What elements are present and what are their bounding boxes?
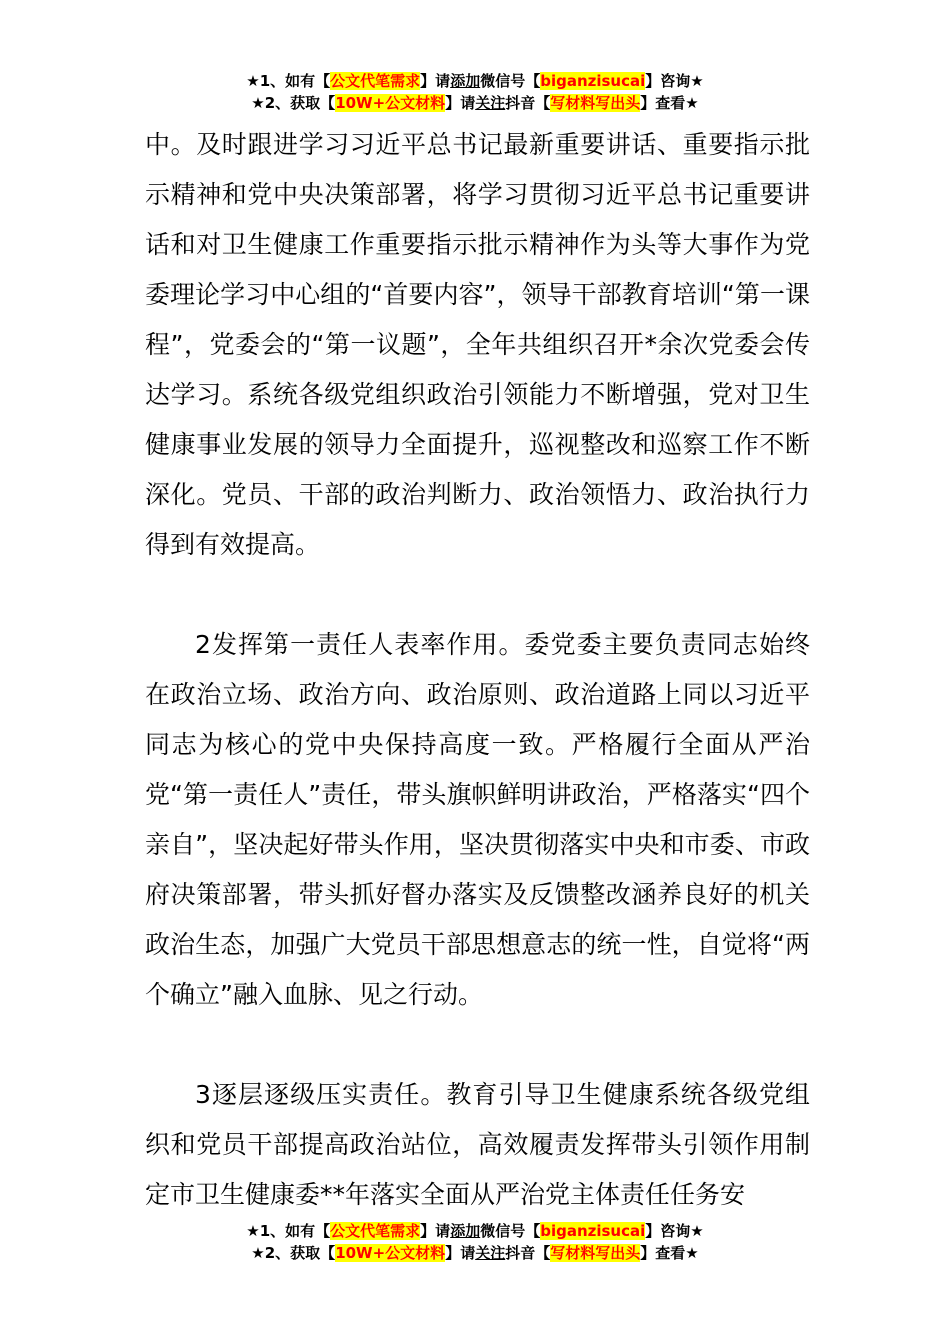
footer-line1-end: 】咨询★ — [645, 1222, 704, 1240]
footer-line1-mid: 】请 — [420, 1222, 451, 1240]
header-line2-underline: 关注 — [475, 94, 506, 112]
paragraph-2: 2发挥第一责任人表率作用。委党委主要负责同志始终在政治立场、政治方向、政治原则、政治道路上同以习近平同志为核心的党中央保持高度一致。严格履行全面从严治党“第一责任人”责任，带头旗帜鲜明讲政治，严格落实“四个亲自”，坚决起好带头作用，坚决贯彻落实中央和市委、市政府决策部署，带头抓好督办落实及反馈整改涵养良好的机关政治生态，加强广大党员干部思想意志的统一性，自觉将“两个确立”融入血脉、见之行动。 — [145, 630, 810, 1009]
footer-line1-mid2: 微信号【 — [480, 1222, 541, 1240]
header-line1-mid2: 微信号【 — [480, 72, 541, 90]
header-line1-highlight-wechat: biganzisucai — [540, 72, 646, 90]
header-line2-end: 】查看★ — [640, 94, 699, 112]
header-line1-mid: 】请 — [420, 72, 451, 90]
paragraph-3: 3逐层逐级压实责任。教育引导卫生健康系统各级党组织和党员干部提高政治站位，高效履责发挥带头引领作用制定市卫生健康委**年落实全面从严治党主体责任任务安 — [145, 1080, 810, 1209]
paragraph-1: 中。及时跟进学习习近平总书记最新重要讲话、重要指示批示精神和党中央决策部署，将学习贯彻习近平总书记重要讲话和对卫生健康工作重要指示批示精神作为头等大事作为党委理论学习中心组的“首要内容”，领导干部教育培训“第一课程”，党委会的“第一议题”，全年共组织召开*余次党委会传达学习。系统各级党组织政治引领能力不断增强，党对卫生健康事业发展的领导力全面提升，巡视整改和巡察工作不断深化。党员、干部的政治判断力、政治领悟力、政治执行力得到有效提高。 — [145, 130, 810, 559]
header-line1-end: 】咨询★ — [645, 72, 704, 90]
header-line2-highlight-materials: 10W+公文材料 — [335, 94, 446, 112]
header-line2-mid2: 抖音【 — [505, 94, 551, 112]
page-header-banner — [0, 70, 950, 114]
paragraph-gap — [145, 570, 810, 620]
footer-line2-highlight-douyin: 写材料写出头 — [550, 1244, 641, 1262]
footer-line1-highlight-service: 公文代笔需求 — [330, 1222, 421, 1240]
header-line2-prefix: ★2、获取【 — [251, 94, 336, 112]
document-body — [145, 120, 810, 1220]
footer-banner-line-2 — [0, 1242, 950, 1264]
page-footer-banner — [0, 1220, 950, 1264]
footer-banner-line-1 — [0, 1220, 950, 1242]
paragraph-gap — [145, 1020, 810, 1070]
header-line1-highlight-service: 公文代笔需求 — [330, 72, 421, 90]
footer-line2-prefix: ★2、获取【 — [251, 1244, 336, 1262]
header-line2-mid: 】请 — [445, 94, 476, 112]
footer-line2-underline: 关注 — [475, 1244, 506, 1262]
header-line1-prefix: ★1、如有【 — [246, 72, 331, 90]
footer-line2-end: 】查看★ — [640, 1244, 699, 1262]
footer-line2-highlight-materials: 10W+公文材料 — [335, 1244, 446, 1262]
footer-line1-highlight-wechat: biganzisucai — [540, 1222, 646, 1240]
header-line1-underline: 添加 — [450, 72, 481, 90]
footer-line1-prefix: ★1、如有【 — [246, 1222, 331, 1240]
footer-line2-mid2: 抖音【 — [505, 1244, 551, 1262]
footer-line1-underline: 添加 — [450, 1222, 481, 1240]
footer-line2-mid: 】请 — [445, 1244, 476, 1262]
header-banner-line-1 — [0, 70, 950, 92]
header-banner-line-2 — [0, 92, 950, 114]
header-line2-highlight-douyin: 写材料写出头 — [550, 94, 641, 112]
